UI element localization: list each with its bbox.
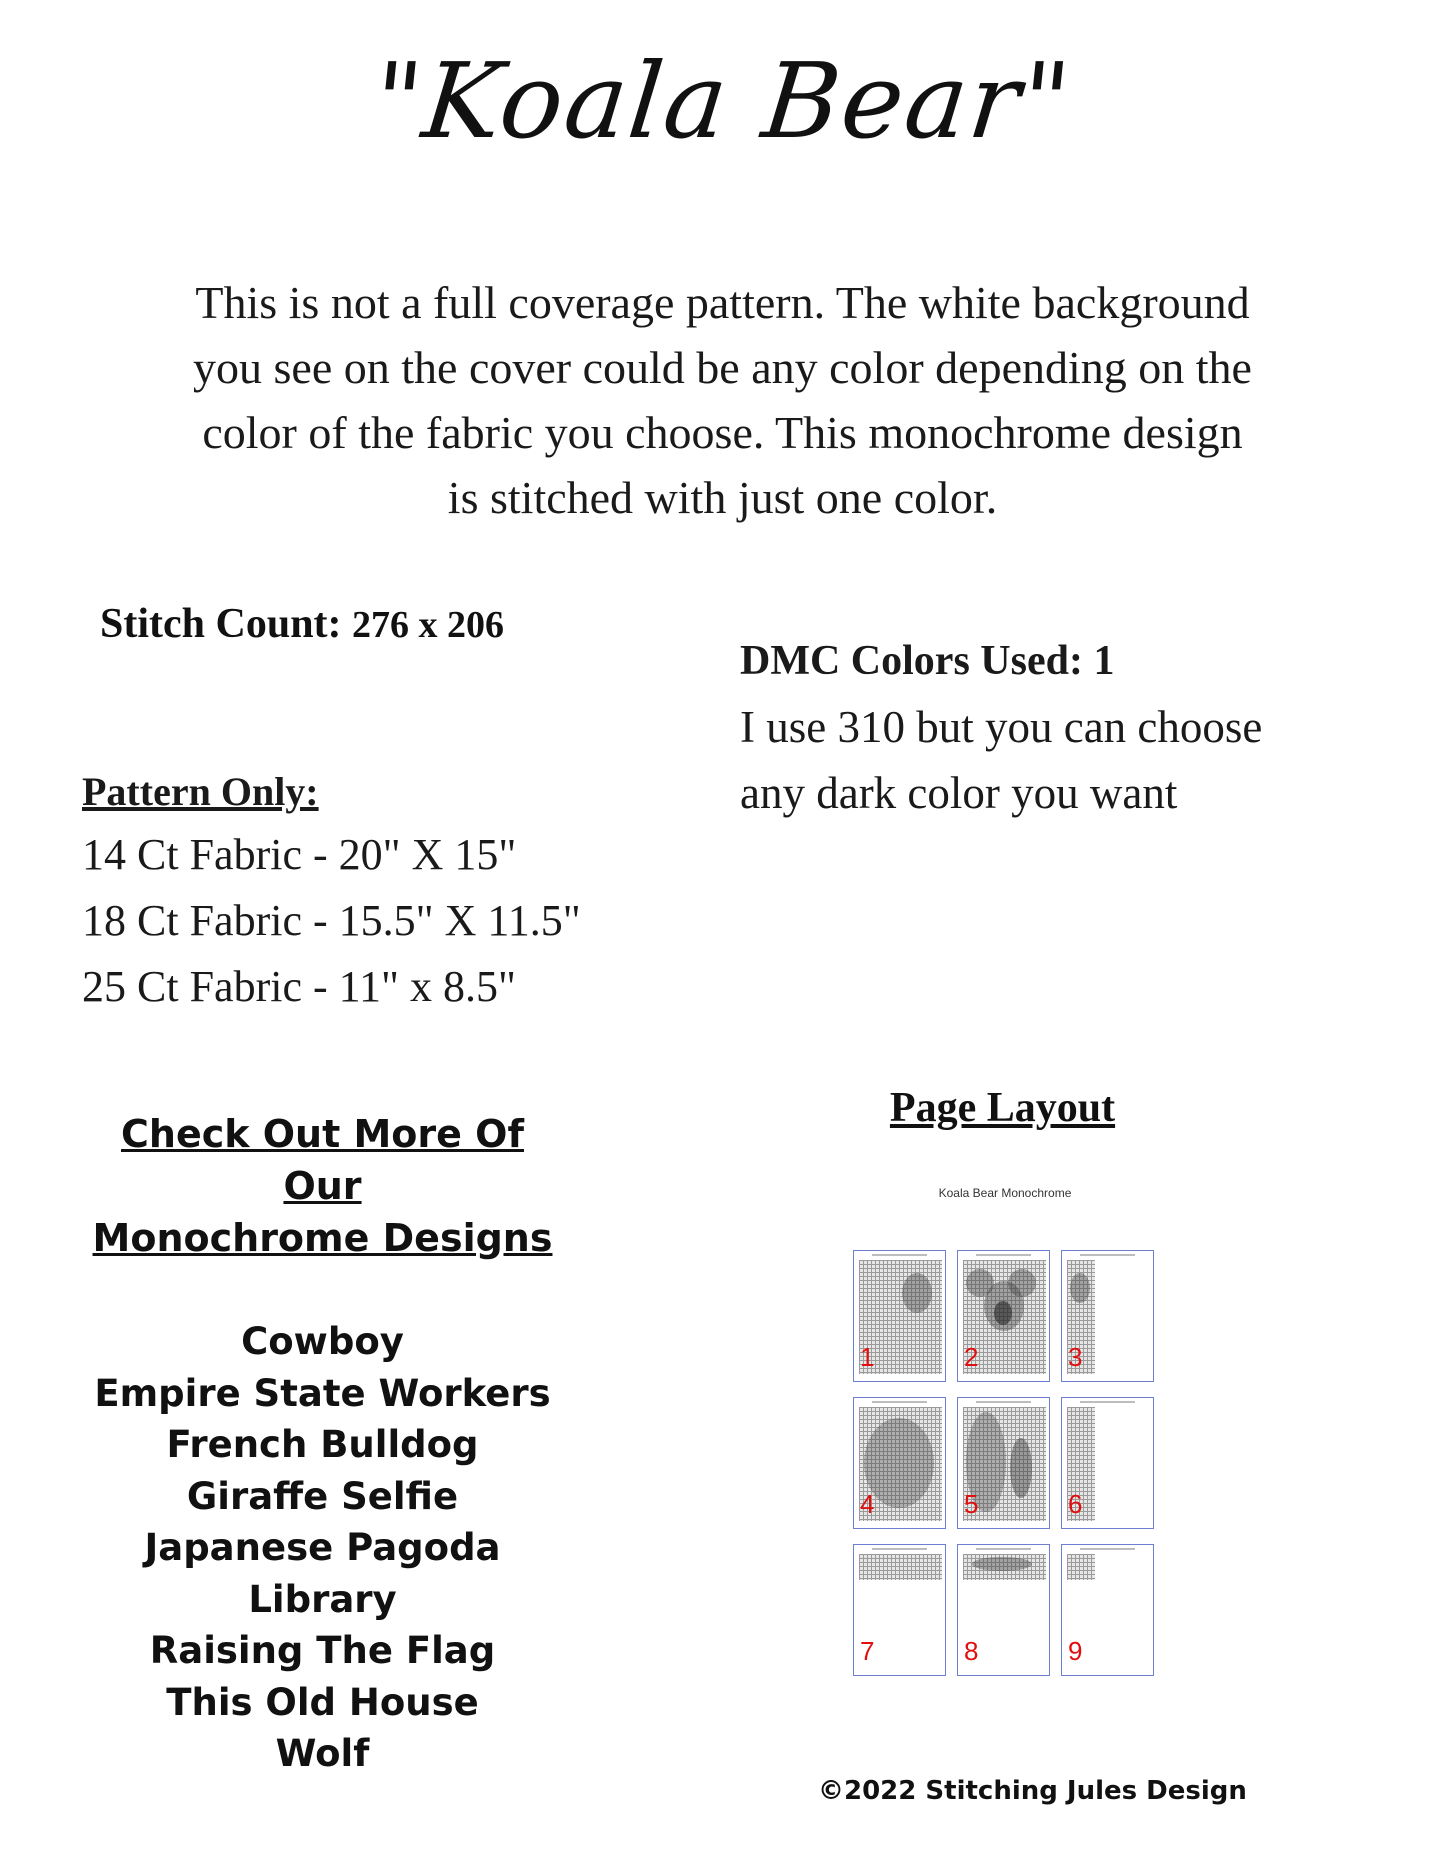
design-list-item: Giraffe Selfie: [186, 1474, 459, 1518]
page-number: 3: [1068, 1342, 1083, 1372]
dmc-colors-section: [740, 628, 1380, 826]
page-thumbnail: [853, 1397, 946, 1529]
copyright-notice: ©2022 Stitching Jules Design: [818, 1776, 1247, 1806]
page-thumbnail: [957, 1250, 1050, 1382]
page-number: 7: [860, 1636, 875, 1666]
design-list-item: Raising The Flag: [149, 1629, 496, 1672]
design-list-item: Library: [248, 1577, 397, 1621]
page-thumbnail: [853, 1250, 946, 1382]
page-thumbnail: [957, 1544, 1050, 1676]
page-layout-figure: [850, 1186, 1160, 1686]
page-number: 2: [964, 1342, 979, 1372]
more-designs-heading: Monochrome Designs: [92, 1216, 553, 1260]
stitch-count-label: Stitch Count:: [100, 601, 342, 647]
dmc-colors-line: any dark color you want: [740, 768, 1178, 818]
pattern-only-section: [82, 762, 642, 1020]
page-thumbnail-grid: [853, 1250, 1157, 1678]
page-number: 1: [860, 1342, 875, 1372]
page-number: 6: [1068, 1489, 1083, 1519]
dmc-colors-line: I use 310 but you can choose: [740, 702, 1263, 752]
design-list-item: Cowboy: [241, 1320, 404, 1363]
page-thumbnail: [957, 1397, 1050, 1529]
page-title: "Koala Bear": [367, 40, 1078, 162]
stitch-count-value: 276 x 206: [352, 604, 505, 646]
fabric-size-item: 25 Ct Fabric - 11" x 8.5": [82, 962, 516, 1011]
stitch-count: [100, 600, 504, 648]
design-list-item: Wolf: [275, 1732, 370, 1775]
design-list: [80, 1316, 565, 1780]
intro-line: is stitched with just one color.: [447, 472, 998, 523]
intro-line: you see on the cover could be any color depending on the: [193, 342, 1252, 393]
dmc-colors-heading: DMC Colors Used: 1: [740, 638, 1115, 684]
more-designs-section: [80, 1108, 565, 1780]
intro-line: This is not a full coverage pattern. The white background: [195, 277, 1250, 328]
design-list-item: Japanese Pagoda: [144, 1526, 501, 1569]
page-thumbnail: [853, 1544, 946, 1676]
page-thumbnail: [1061, 1544, 1154, 1676]
intro-text: [140, 270, 1305, 530]
page-number: 8: [964, 1636, 979, 1666]
page-layout-heading: Page Layout: [889, 1085, 1116, 1131]
page-number: 9: [1068, 1636, 1083, 1666]
design-list-item: This Old House: [166, 1680, 479, 1724]
pattern-only-heading: Pattern Only:: [82, 769, 319, 814]
fabric-size-item: 18 Ct Fabric - 15.5" X 11.5": [82, 896, 581, 945]
page-layout-caption: Koala Bear Monochrome: [938, 1186, 1072, 1200]
more-designs-heading: Check Out More Of Our: [121, 1112, 524, 1208]
page-number: 5: [964, 1489, 979, 1519]
page-thumbnail: [1061, 1250, 1154, 1382]
fabric-size-item: 14 Ct Fabric - 20" X 15": [82, 830, 517, 879]
page-number: 4: [860, 1489, 875, 1519]
intro-line: color of the fabric you choose. This monochrome design: [202, 407, 1243, 458]
page-thumbnail: [1061, 1397, 1154, 1529]
design-list-item: French Bulldog: [166, 1423, 479, 1466]
design-list-item: Empire State Workers: [94, 1371, 551, 1415]
